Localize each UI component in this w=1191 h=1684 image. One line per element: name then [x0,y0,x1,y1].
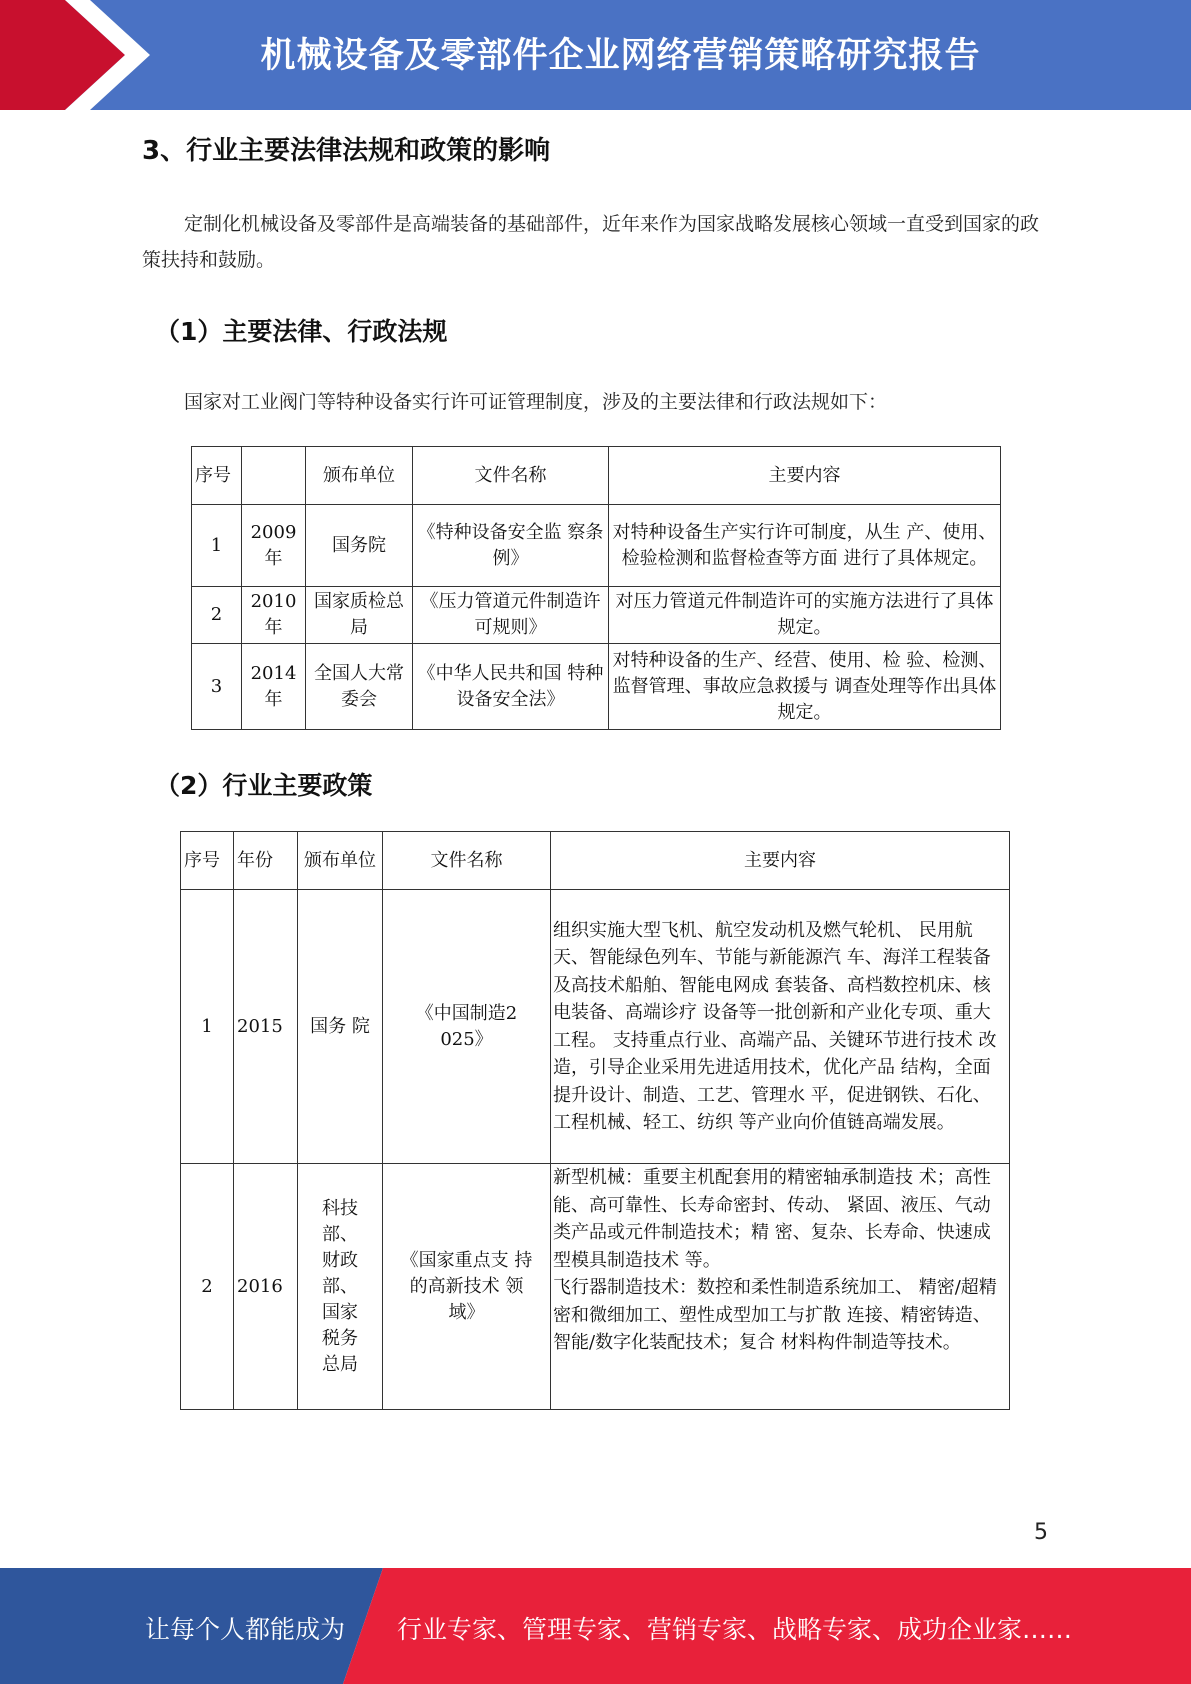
laws-header-doc: 文件名称 [413,447,609,505]
law-issuer: 国务院 [306,505,413,587]
policy-document: 《国家重点支 持的高新技术 领域》 [383,1164,551,1410]
table-row [181,890,1010,1164]
policy-content: 新型机械：重要主机配套用的精密轴承制造技 术；高性能、高可靠性、长寿命密封、传动、 紧固、液压、气动类产品或元件制造技术；精 密、复杂、长寿命、快速成型模具制造技术 等。 飞行器制造技术：数控和柔性制造系统加工、 精密/超精密和微细加工、塑性成型加工与扩散 连接、精密铸造、智能/数字化装配技术；复合 材料构件制造等技术。 [551,1164,1010,1410]
law-year: 2010年 [242,587,306,644]
law-year: 2009年 [242,505,306,587]
law-index: 2 [192,587,242,644]
policy-content: 组织实施大型飞机、航空发动机及燃气轮机、 民用航天、智能绿色列车、节能与新能源汽 车、海洋工程装备及高技术船舶、智能电网成 套装备、高档数控机床、核电装备、高端诊疗 设备等一批创新和产业化专项、重大工程。 支持重点行业、高端产品、关键环节进行技术 改造，引导企业采用先进适用技术，优化产品 结构，全面提升设计、制造、工艺、管理水 平，促进钢铁、石化、工程机械、轻工、纺织 等产业向价值链高端发展。 [551,890,1010,1164]
law-document: 《中华人民共和国 特种设备安全法》 [413,644,609,730]
laws-table [191,446,1001,730]
laws-table-header [192,447,1001,505]
laws-header-content: 主要内容 [609,447,1001,505]
table-row [181,1164,1010,1410]
laws-header-issuer: 颁布单位 [306,447,413,505]
table-row [192,505,1001,587]
law-document: 《特种设备安全监 察条例》 [413,505,609,587]
document-title: 机械设备及零部件企业网络营销策略研究报告 [260,36,981,76]
policies-table [180,831,1010,1410]
policies-header-index: 序号 [181,832,234,890]
header-chevron-icon [0,0,150,110]
policies-title: （2）行业主要政策 [155,771,373,800]
laws-intro: 国家对工业阀门等特种设备实行许可证管理制度，涉及的主要法律和行政法规如下： [184,391,888,413]
law-index: 3 [192,644,242,730]
policies-table-header [181,832,1010,890]
policy-year: 2015 [234,890,298,1164]
laws-header-index: 序号 [192,447,242,505]
policies-header-content: 主要内容 [551,832,1010,890]
law-issuer: 全国人大常委会 [306,644,413,730]
policies-header-doc: 文件名称 [383,832,551,890]
policy-index: 1 [181,890,234,1164]
section-intro: 定制化机械设备及零部件是高端装备的基础部件，近年来作为国家战略发展核心领域一直受到国家的政策扶持和鼓励。 [142,213,1040,271]
laws-header-year [242,447,306,505]
policies-header-issuer: 颁布单位 [298,832,383,890]
law-document: 《压力管道元件制造许可规则》 [413,587,609,644]
law-index: 1 [192,505,242,587]
law-year: 2014年 [242,644,306,730]
policy-document: 《中国制造2025》 [383,890,551,1164]
policy-issuer: 国务 院 [298,890,383,1164]
policies-header-year: 年份 [234,832,298,890]
laws-title: （1）主要法律、行政法规 [155,317,448,346]
table-row [192,587,1001,644]
table-row [192,644,1001,730]
footer-slogan-left: 让每个人都能成为 [145,1615,346,1644]
footer-slogan-right: 行业专家、管理专家、营销专家、战略专家、成功企业家…… [397,1615,1073,1644]
policy-index: 2 [181,1164,234,1410]
section-title: 3、行业主要法律法规和政策的影响 [142,136,551,166]
policy-year: 2016 [234,1164,298,1410]
policy-issuer: 科技部、财政部、国家税务总局 [298,1164,383,1410]
law-content: 对特种设备生产实行许可制度，从生 产、使用、检验检测和监督检查等方面 进行了具体规定。 [609,505,1001,587]
law-content: 对压力管道元件制造许可的实施方法进行了具体规定。 [609,587,1001,644]
page-number: 5 [1034,1520,1048,1545]
law-issuer: 国家质检总局 [306,587,413,644]
law-content: 对特种设备的生产、经营、使用、检 验、检测、监督管理、事故应急救援与 调查处理等作出具体规定。 [609,644,1001,730]
